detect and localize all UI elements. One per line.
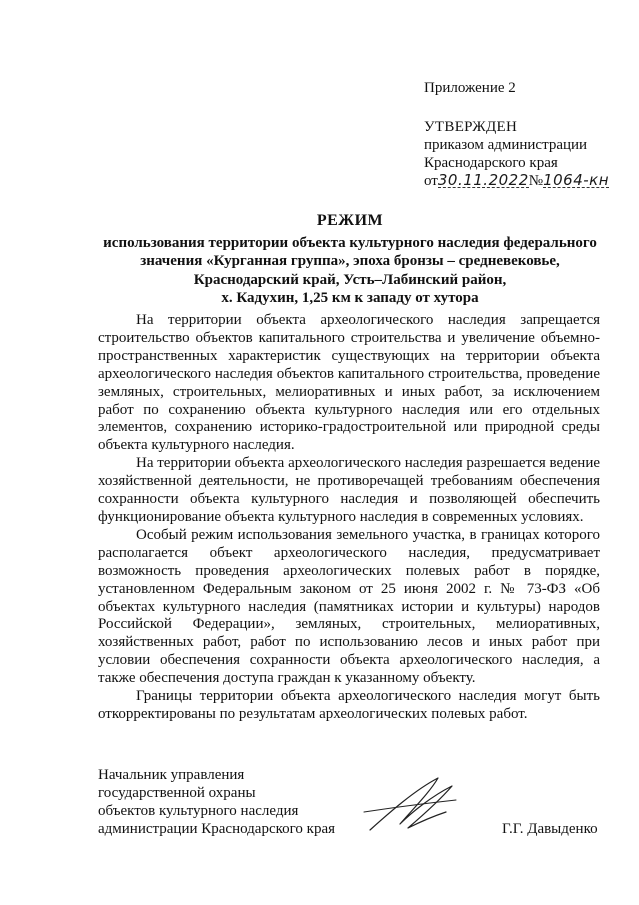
paragraph-permissions: На территории объекта археологического наследия разрешается ведение хозяйственной деятельности, не противоречащей требованиям обеспечения сохранности объекта культурного наследия и позволяющей обеспечить функционирование объекта культурного наследия в современных условиях. xyxy=(98,455,600,525)
handwritten-date: 30.11.2022 xyxy=(437,171,529,189)
signatory-role-line-2: государственной охраны xyxy=(98,785,256,801)
handwritten-order-number: 1064-кн xyxy=(543,171,610,189)
paragraph-special-regime: Особый режим использования земельного участка, в границах которого располагается объект археологического наследия, предусматривает возможность проведения археологических полевых работ в порядке, установленном Федеральным законом от 25 июня 2002 г. № 73-ФЗ «Об объектах культурного наследия (памятниках истории и культуры) народов Российской Федерации», земляных, строительных, мелиоративных, хозяйственных работ, работ по использованию лесов и иных работ при условии обеспечения сохранности объекта археологического наследия, а также обеспечения доступа граждан к указанному объекту. xyxy=(98,526,600,687)
title-heading: РЕЖИМ xyxy=(316,212,384,229)
title-line-2: значения «Курганная группа», эпоха бронзы – средневековье, xyxy=(140,253,560,269)
signatory-role xyxy=(98,766,335,838)
appendix-label: Приложение 2 xyxy=(424,80,516,96)
approval-region-line: Краснодарского края xyxy=(424,155,558,171)
signatory-role-line-1: Начальник управления xyxy=(98,767,245,783)
document-body xyxy=(98,312,600,724)
signatory-name: Г.Г. Давыденко xyxy=(502,821,598,837)
handwritten-signature xyxy=(360,772,460,838)
paragraph-prohibitions: На территории объекта археологического наследия запрещается строительство объектов капитального строительства и увеличение объемно-пространственных характеристик существующих на территории объекта археологического наследия объектов капитального строительства, проведение земляных, строительных, мелиоративных и иных работ, за исключением работ по сохранению объекта культурного наследия или его отдельных элементов, сохранению историко-градостроительной или природной среды объекта культурного наследия. xyxy=(98,312,600,454)
title-line-1: использования территории объекта культурного наследия федерального xyxy=(103,234,597,251)
approval-stamp-title: УТВЕРЖДЕН xyxy=(424,119,518,135)
title-line-3: Краснодарский край, Усть–Лабинский район, xyxy=(193,271,507,288)
approval-order-line: приказом администрации xyxy=(424,137,588,153)
date-prefix: от xyxy=(424,173,438,189)
number-sign: № xyxy=(528,173,544,189)
paragraph-boundaries: Границы территории объекта археологического наследия могут быть откорректированы по результатам археологических полевых работ. xyxy=(98,688,600,722)
signatory-role-line-4: администрации Краснодарского края xyxy=(98,821,336,837)
approval-date-line xyxy=(424,170,609,191)
signatory-role-line-3: объектов культурного наследия xyxy=(98,803,299,819)
title-line-4: х. Кадухин, 1,25 км к западу от хутора xyxy=(221,290,479,306)
document-title xyxy=(60,212,639,308)
